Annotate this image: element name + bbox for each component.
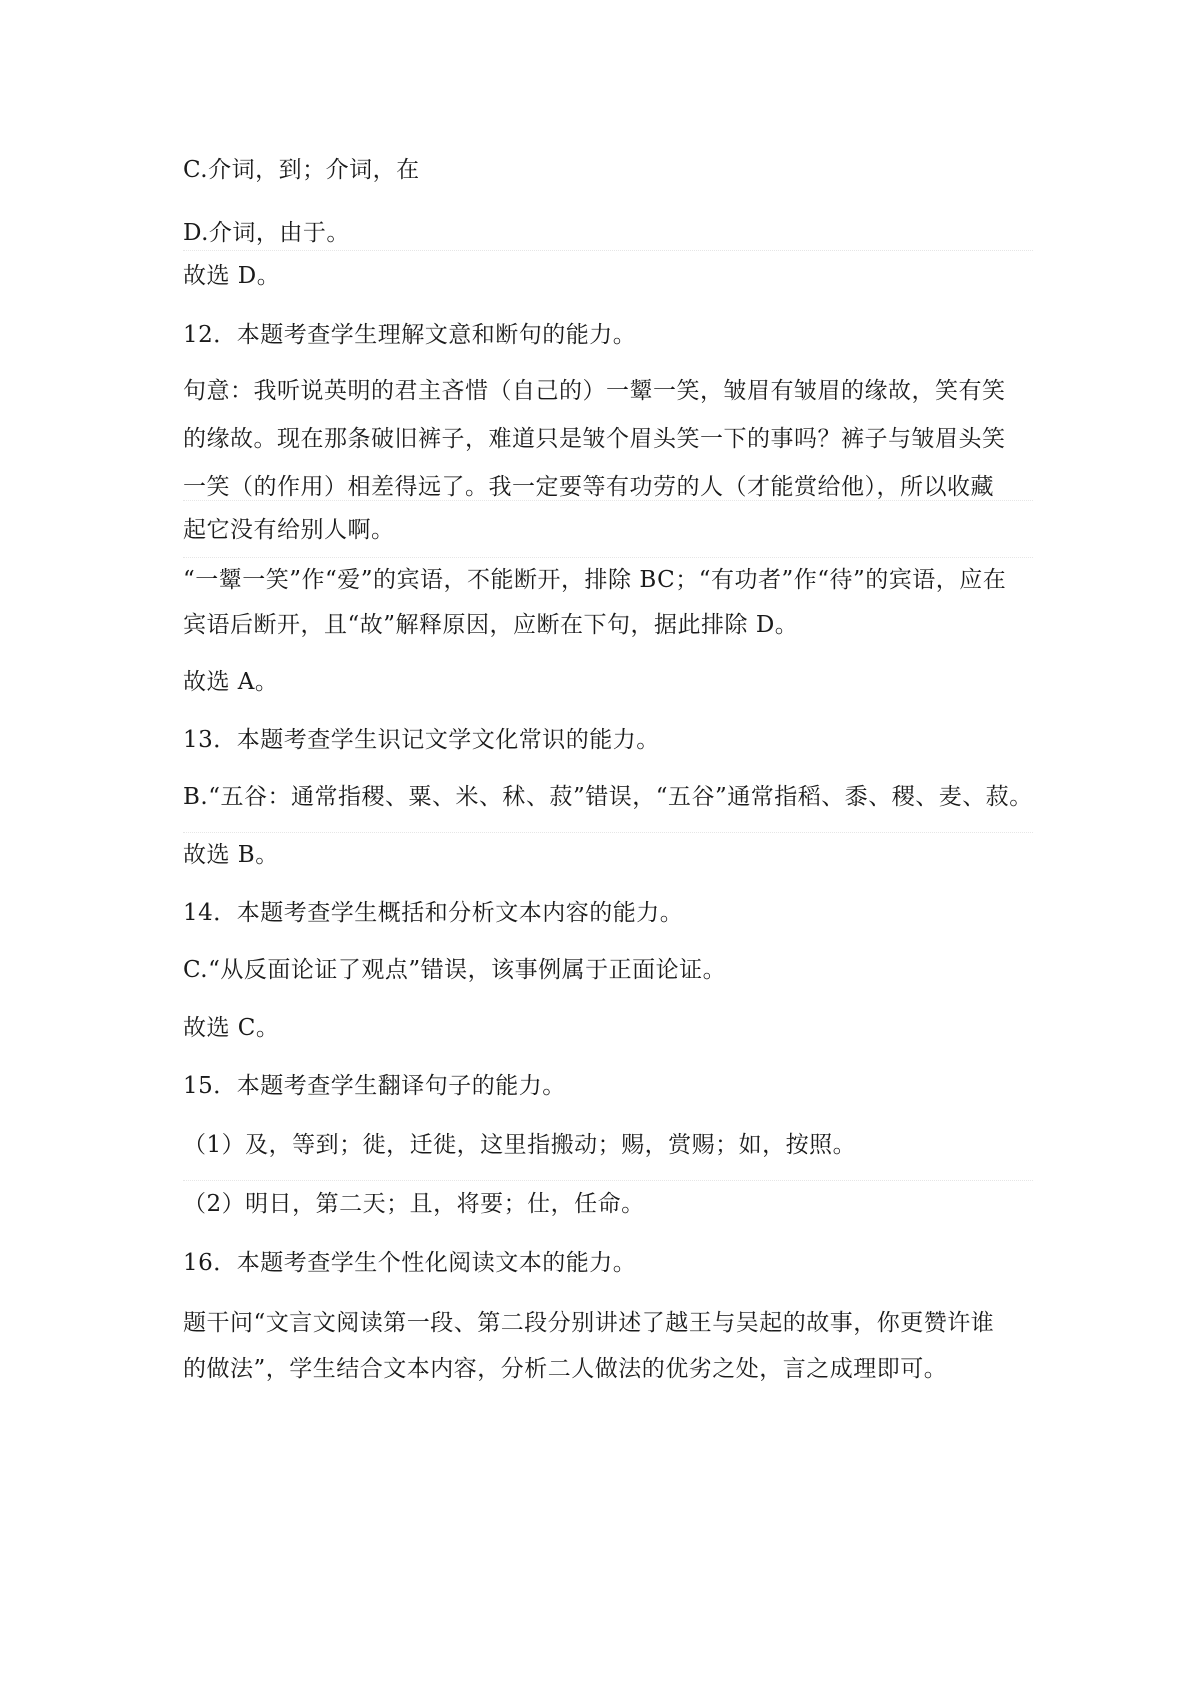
answer-11-line: 故选 D。 [183, 263, 281, 289]
answer-14-line: 故选 C。 [183, 1015, 280, 1041]
q12-paragraph-line-4: 起它没有给别人啊。 [183, 517, 395, 543]
q15-translation-2: （2）明日，第二天；且，将要；仕，任命。 [183, 1191, 645, 1217]
option-d-line: D.介词，由于。 [183, 220, 350, 246]
divider [183, 500, 1033, 501]
q12-analysis-line-2: 宾语后断开，且“故”解释原因，应断在下句，据此排除 D。 [183, 612, 799, 638]
q13-analysis-line: B.“五谷：通常指稷、粟、米、秫、菽”错误，“五谷”通常指稻、黍、稷、麦、菽。 [183, 784, 1033, 810]
q12-paragraph-line-3: 一笑（的作用）相差得远了。我一定要等有功劳的人（才能赏给他），所以收藏 [183, 474, 994, 500]
option-c-line: C.介词，到；介词，在 [183, 157, 420, 183]
answer-12-line: 故选 A。 [183, 669, 279, 695]
q16-analysis-line-2: 的做法”，学生结合文本内容，分析二人做法的优劣之处，言之成理即可。 [183, 1356, 948, 1382]
q12-analysis-line-1: “一颦一笑”作“爱”的宾语，不能断开，排除 BC；“有功者”作“待”的宾语，应在 [183, 567, 1007, 593]
q12-paragraph-line-2: 的缘故。现在那条破旧裤子，难道只是皱个眉头笑一下的事吗？裤子与皱眉头笑 [183, 426, 1006, 452]
question-12-heading: 12．本题考查学生理解文意和断句的能力。 [183, 322, 637, 348]
q12-paragraph-line-1: 句意：我听说英明的君主吝惜（自己的）一颦一笑，皱眉有皱眉的缘故，笑有笑 [183, 378, 1006, 404]
q14-analysis-line: C.“从反面论证了观点”错误，该事例属于正面论证。 [183, 957, 727, 983]
divider [183, 250, 1033, 251]
question-15-heading: 15．本题考查学生翻译句子的能力。 [183, 1073, 566, 1099]
divider [183, 832, 1033, 833]
question-16-heading: 16．本题考查学生个性化阅读文本的能力。 [183, 1250, 637, 1276]
question-14-heading: 14．本题考查学生概括和分析文本内容的能力。 [183, 900, 684, 926]
q16-analysis-line-1: 题干问“文言文阅读第一段、第二段分别讲述了越王与吴起的故事，你更赞许谁 [183, 1310, 995, 1336]
divider [183, 1180, 1033, 1181]
q15-translation-1: （1）及，等到；徙，迁徙，这里指搬动；赐，赏赐；如，按照。 [183, 1132, 857, 1158]
question-13-heading: 13．本题考查学生识记文学文化常识的能力。 [183, 727, 660, 753]
answer-13-line: 故选 B。 [183, 842, 279, 868]
divider [183, 557, 1033, 558]
